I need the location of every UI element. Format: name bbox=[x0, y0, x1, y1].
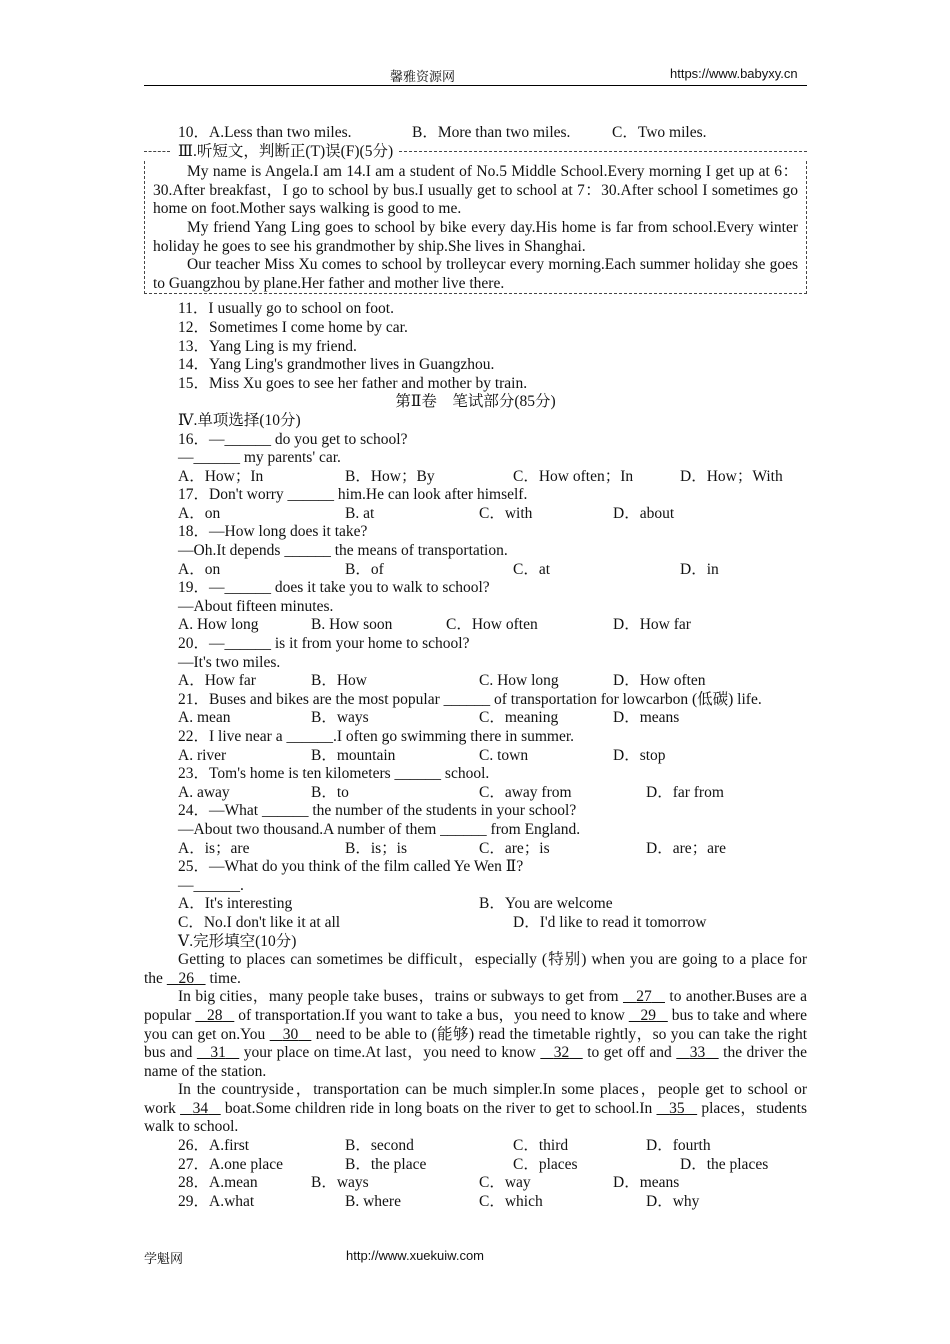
q24-response: —About two thousand.A number of them ______ from England. bbox=[178, 820, 581, 838]
section-4-title: Ⅳ.单项选择(10分) bbox=[178, 411, 301, 429]
q19-option-a: A. How long bbox=[178, 616, 259, 634]
q22-option-b: B．mountain bbox=[311, 746, 396, 764]
dash-right bbox=[399, 151, 807, 152]
section-3-header bbox=[144, 143, 807, 162]
dash-left bbox=[144, 151, 170, 152]
q28-option-b: B．ways bbox=[311, 1174, 369, 1192]
q17-option-a: A．on bbox=[178, 504, 221, 522]
q27-option-d: D．the places bbox=[680, 1155, 769, 1173]
blank-27: 27 bbox=[636, 988, 652, 1006]
q29-option-d: D．why bbox=[646, 1192, 700, 1210]
header-divider bbox=[144, 85, 807, 86]
q25-option-a: A．It's interesting bbox=[178, 895, 293, 913]
footer-url[interactable]: http://www.xuekuiw.com bbox=[346, 1248, 484, 1263]
blank-34: 34 bbox=[192, 1099, 209, 1117]
q28-option-a: 28．A.mean bbox=[178, 1174, 258, 1192]
q22-option-d: D．stop bbox=[613, 746, 666, 764]
q19-stem: 19．—______ does it take you to walk to school? bbox=[178, 579, 490, 597]
q18-option-b: B．of bbox=[345, 560, 384, 578]
q17-option-c: C．with bbox=[479, 504, 533, 522]
q18-response: —Oh.It depends ______ the means of transportation. bbox=[178, 542, 508, 560]
q10-option-c: C．Two miles. bbox=[612, 124, 707, 141]
q18-stem: 18．—How long does it take? bbox=[178, 523, 368, 541]
q10-option-b: B．More than two miles. bbox=[412, 124, 571, 141]
q25-response: —______. bbox=[178, 876, 244, 894]
q26-option-a: 26．A.first bbox=[178, 1137, 250, 1155]
blank-32: 32 bbox=[553, 1044, 570, 1062]
q17-stem: 17．Don't worry ______ him.He can look after himself. bbox=[178, 486, 528, 504]
q19-option-b: B. How soon bbox=[311, 616, 393, 634]
blank-31: 31 bbox=[210, 1044, 226, 1062]
q16-option-b: B．How；By bbox=[345, 467, 435, 485]
q17-option-d: D．about bbox=[613, 504, 675, 522]
q18-option-c: C．at bbox=[513, 560, 551, 578]
q19-option-c: C．How often bbox=[446, 616, 538, 634]
q29-option-a: 29．A.what bbox=[178, 1192, 255, 1210]
passage-paragraph-1: My name is Angela.I am 14.I am a student of No.5 Middle School.Every morning I get up at 6：30.After breakfast，I go to school by bus.I usually get to school at 7：30.After school I sometimes go home on foot.Mother says walking is good to me. bbox=[153, 163, 798, 218]
section-3-title: Ⅲ.听短文，判断正(T)误(F)(5分) bbox=[178, 142, 394, 160]
q29-option-c: C．which bbox=[479, 1192, 543, 1210]
q21-stem: 21．Buses and bikes are the most popular ______ of transportation for lowcarbon (低碳) life. bbox=[178, 690, 762, 708]
passage-paragraph-3: Our teacher Miss Xu comes to school by trolleycar every morning.Each summer holiday she goes to Guangzhou by plane.Her father and mother live there. bbox=[153, 256, 798, 292]
cloze-paragraph-2: In big cities，many people take buses，trains or subways to get from 27 to another.Buses are a popular 28 of transportation.If you want to take a bus，you need to know 29 bus to take and where you can get on.You 30 need to be able to (能够) read the timetable rightly，so you can take the right bus and 31 your place on time.At last，you need to know 32 to get off and 33 the driver the name of the station. bbox=[144, 988, 808, 1080]
listening-passage-box bbox=[144, 161, 807, 294]
q21-option-c: C．meaning bbox=[479, 709, 559, 727]
q27-option-a: 27．A.one place bbox=[178, 1155, 284, 1173]
q24-stem: 24．—What ______ the number of the students in your school? bbox=[178, 802, 577, 820]
q16-option-c: C．How often；In bbox=[513, 467, 634, 485]
q23-stem: 23．Tom's home is ten kilometers ______ school. bbox=[178, 765, 490, 783]
q26-option-c: C．third bbox=[513, 1137, 569, 1155]
q22-option-c: C. town bbox=[479, 746, 529, 764]
q16-option-a: A．How；In bbox=[178, 467, 264, 485]
statement-15: 15．Miss Xu goes to see her father and mother by train. bbox=[178, 374, 528, 392]
blank-28: 28 bbox=[207, 1006, 223, 1024]
statement-14: 14．Yang Ling's grandmother lives in Guangzhou. bbox=[178, 356, 495, 374]
document-body bbox=[144, 124, 807, 1211]
q25-stem: 25．—What do you think of the film called Ye Wen Ⅱ? bbox=[178, 858, 524, 876]
q19-options bbox=[144, 616, 807, 635]
q21-option-d: D．means bbox=[613, 709, 680, 727]
q22-stem: 22．I live near a ______.I often go swimming there in summer. bbox=[178, 728, 575, 745]
blank-29: 29 bbox=[640, 1006, 657, 1024]
q24-option-c: C．are；is bbox=[479, 839, 550, 857]
q25-option-d: D．I'd like to read it tomorrow bbox=[513, 913, 707, 931]
q20-option-b: B．How bbox=[311, 672, 367, 690]
header-site-name: 馨雅资源网 bbox=[390, 69, 456, 84]
q24-options bbox=[144, 840, 807, 859]
q16-stem: 16．—______ do you get to school? bbox=[178, 430, 408, 448]
q25-option-b: B．You are welcome bbox=[479, 895, 613, 913]
q25-options-row2 bbox=[144, 914, 807, 933]
q24-option-d: D．are；are bbox=[646, 839, 727, 857]
q10-stem: 10． bbox=[178, 124, 210, 141]
q28-option-c: C．way bbox=[479, 1174, 531, 1192]
q23-option-b: B．to bbox=[311, 783, 349, 801]
blank-35: 35 bbox=[669, 1099, 685, 1117]
q17-options bbox=[144, 505, 807, 524]
q23-option-c: C．away from bbox=[479, 783, 572, 801]
q20-option-a: A．How far bbox=[178, 672, 256, 690]
q26-option-d: D．fourth bbox=[646, 1137, 711, 1155]
q17-option-b: B. at bbox=[345, 504, 375, 522]
q18-options bbox=[144, 561, 807, 580]
statement-12: 12．Sometimes I come home by car. bbox=[178, 318, 408, 336]
q20-option-d: D．How often bbox=[613, 672, 706, 690]
q21-options bbox=[144, 709, 807, 728]
q25-options-row1 bbox=[144, 895, 807, 914]
q20-response: —It's two miles. bbox=[178, 653, 281, 671]
q21-option-b: B．ways bbox=[311, 709, 369, 727]
q23-option-d: D．far from bbox=[646, 783, 724, 801]
q26-option-b: B．second bbox=[345, 1137, 414, 1155]
footer-site-name: 学魁网 bbox=[144, 1251, 184, 1266]
q23-options bbox=[144, 784, 807, 803]
q27-options bbox=[144, 1156, 807, 1175]
q16-options bbox=[144, 468, 807, 487]
statement-11: 11．I usually go to school on foot. bbox=[178, 300, 394, 318]
q23-option-a: A. away bbox=[178, 783, 230, 801]
q19-option-d: D．How far bbox=[613, 616, 691, 634]
q10-option-a: A.Less than two miles. bbox=[209, 124, 352, 141]
question-10 bbox=[144, 124, 807, 143]
q18-option-d: D．in bbox=[680, 560, 719, 578]
part-2-title: 第Ⅱ卷 笔试部分(85分) bbox=[395, 393, 556, 411]
q22-options bbox=[144, 747, 807, 766]
section-5-title: Ⅴ.完形填空(10分) bbox=[178, 932, 297, 950]
cloze-paragraph-1: Getting to places can sometimes be difficult，especially (特别) when you are going to a place for the 26 time. bbox=[144, 951, 807, 987]
blank-26: 26 bbox=[178, 969, 194, 987]
q28-options bbox=[144, 1174, 807, 1193]
q19-response: —About fifteen minutes. bbox=[178, 597, 334, 615]
q27-option-c: C．places bbox=[513, 1155, 578, 1173]
q16-response: —______ my parents' car. bbox=[178, 449, 341, 467]
blank-33: 33 bbox=[689, 1044, 706, 1062]
q27-option-b: B．the place bbox=[345, 1155, 427, 1173]
q20-options bbox=[144, 672, 807, 691]
q26-options bbox=[144, 1137, 807, 1156]
passage-paragraph-2: My friend Yang Ling goes to school by bike every day.His home is far from school.Every winter holiday he goes to see his grandmother by ship.She lives in Shanghai. bbox=[153, 218, 798, 255]
q20-stem: 20．—______ is it from your home to school? bbox=[178, 635, 470, 653]
q20-option-c: C. How long bbox=[479, 672, 559, 690]
q24-option-a: A．is；are bbox=[178, 839, 250, 857]
q28-option-d: D．means bbox=[613, 1174, 680, 1192]
q18-option-a: A．on bbox=[178, 560, 221, 578]
q25-option-c: C．No.I don't like it at all bbox=[178, 913, 341, 931]
cloze-paragraph-3: In the countryside，transportation can be much simpler.In some places，people get to school or work 34 boat.Some children ride in long boats on the river to get to school.In 35 places，students walk to school. bbox=[144, 1081, 807, 1136]
q24-option-b: B．is；is bbox=[345, 839, 408, 857]
q22-option-a: A. river bbox=[178, 746, 227, 764]
blank-30: 30 bbox=[282, 1025, 299, 1043]
header-url[interactable]: https://www.babyxy.cn bbox=[670, 66, 798, 81]
q21-option-a: A. mean bbox=[178, 709, 231, 727]
q16-option-d: D．How；With bbox=[680, 467, 783, 485]
q29-option-b: B. where bbox=[345, 1192, 401, 1210]
statement-13: 13．Yang Ling is my friend. bbox=[178, 337, 357, 355]
q29-options bbox=[144, 1193, 807, 1212]
